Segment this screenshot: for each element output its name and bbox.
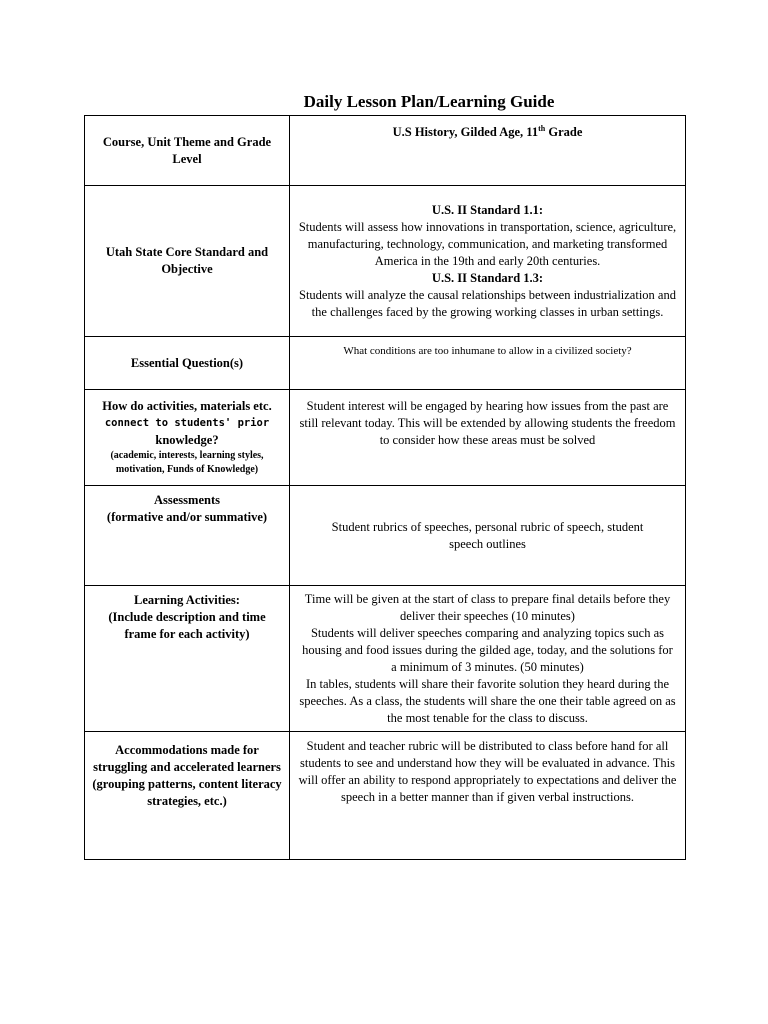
assessments-label-line1: Assessments	[154, 493, 220, 507]
accommodations-label: Accommodations made for struggling and accelerated learners (grouping patterns, content literacy strategies, etc.)	[92, 743, 282, 808]
lesson-plan-table	[84, 115, 686, 860]
activities-label-line1: Learning Activities:	[134, 593, 240, 607]
essential-value: What conditions are too inhumane to allow in a civilized society?	[343, 345, 632, 357]
accommodations-label-cell	[85, 732, 290, 860]
essential-label-cell	[85, 337, 290, 390]
prior-label-line1: How do activities, materials etc.	[102, 399, 272, 413]
prior-label-note: (academic, interests, learning styles, motivation, Funds of Knowledge)	[110, 450, 264, 475]
standard-value-cell	[290, 186, 686, 337]
table-row-accommodations	[85, 732, 686, 860]
standard-3-heading: U.S. II Standard 1.3:	[431, 270, 544, 285]
activities-label-line2: (Include description and time frame for each activity)	[108, 610, 266, 641]
standard-3-text: Students will analyze the causal relationships between industrialization and the challenges faced by the growing working classes in urban settings.	[299, 287, 676, 319]
course-value-main: U.S History, Gilded Age, 11	[392, 125, 539, 139]
table-row-standard	[85, 186, 686, 337]
prior-value: Student interest will be engaged by hearing how issues from the past are still relevant today. This will be extended by allowing students the freedom to consider how these areas must be solved	[299, 399, 676, 447]
course-value-tail: Grade	[545, 125, 583, 139]
activities-paragraph-3: In tables, students will share their favorite solution they heard during the speeches. As a class, the students will share the one their table agreed on as the most tenable for the class to discuss.	[299, 676, 676, 725]
table-row-essential	[85, 337, 686, 390]
table-row-course	[85, 116, 686, 186]
essential-label: Essential Question(s)	[130, 355, 244, 370]
page-title: Daily Lesson Plan/Learning Guide	[303, 92, 555, 111]
essential-value-cell	[290, 337, 686, 390]
activities-paragraph-1: Time will be given at the start of class to prepare final details before they deliver their speeches (10 minutes)	[304, 591, 671, 623]
standard-label-cell	[85, 186, 290, 337]
assessments-label-line2: (formative and/or summative)	[106, 510, 268, 524]
standard-label: Utah State Core Standard and Objective	[105, 245, 269, 276]
assessments-label-cell	[85, 486, 290, 586]
prior-label-line2: connect to students' prior	[104, 417, 270, 429]
activities-paragraph-2: Students will deliver speeches comparing and analyzing topics such as housing and food issues during the gilded age, today, and the solutions for a minimum of 3 minutes. (50 minutes)	[302, 625, 673, 674]
course-value	[290, 116, 685, 141]
assessments-value-cell	[290, 486, 686, 586]
prior-label-cell	[85, 390, 290, 486]
table-row-activities	[85, 586, 686, 732]
prior-value-cell	[290, 390, 686, 486]
table-row-assessments	[85, 486, 686, 586]
table-row-prior-knowledge	[85, 390, 686, 486]
standard-1-text: Students will assess how innovations in transportation, science, agriculture, manufacturing, technology, communication, and marketing transformed America in the 19th and early 20th centuries.	[298, 219, 677, 268]
activities-label-cell	[85, 586, 290, 732]
course-label: Course, Unit Theme and Grade Level	[102, 134, 272, 166]
course-value-sup: th	[538, 123, 546, 133]
activities-value-cell	[290, 586, 686, 732]
accommodations-value: Student and teacher rubric will be distributed to class before hand for all students to see and understand how they will be evaluated in advance. This will offer an ability to respond appropriately to expectations and deliver the speech in a better manner than if given verbal instructions.	[298, 739, 677, 804]
prior-label-line3: knowledge?	[155, 433, 219, 447]
course-label-cell	[85, 116, 290, 186]
assessments-value: Student rubrics of speeches, personal rubric of speech, student speech outlines	[331, 519, 644, 551]
standard-1-heading: U.S. II Standard 1.1:	[431, 202, 544, 217]
course-value-cell	[290, 116, 686, 186]
accommodations-value-cell	[290, 732, 686, 860]
